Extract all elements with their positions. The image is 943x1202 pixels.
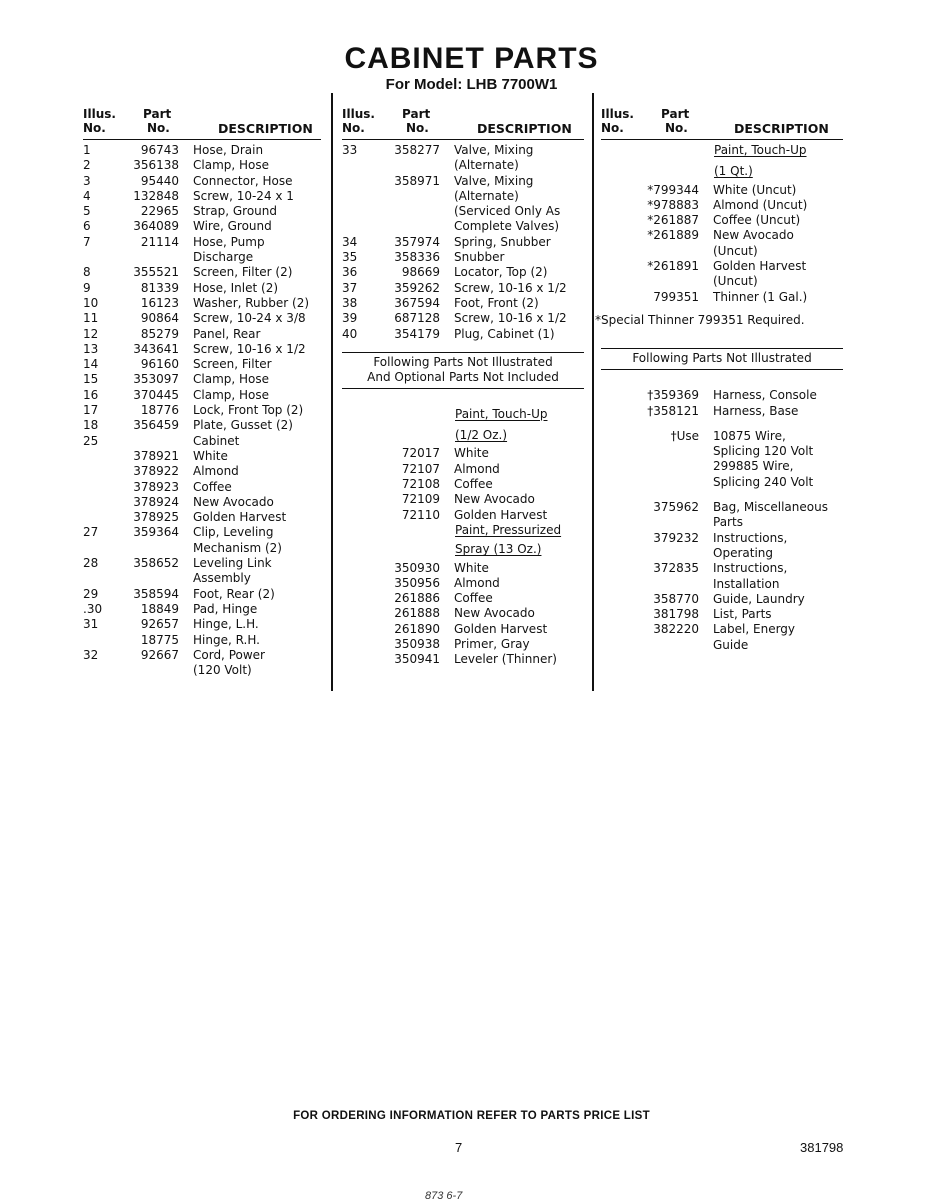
header-part-no: No. <box>147 121 170 135</box>
illus-number: 5 <box>83 204 91 219</box>
illus-number: 32 <box>83 647 99 662</box>
page-number: 7 <box>455 1140 463 1155</box>
illus-number: 9 <box>83 280 91 295</box>
parts-table-2 <box>342 143 584 342</box>
table-row <box>83 403 321 418</box>
part-number: 378922 <box>133 464 179 479</box>
illus-number: 16 <box>83 387 99 402</box>
part-number: 687128 <box>394 311 440 326</box>
part-number: 16123 <box>140 295 179 310</box>
part-number: 72107 <box>401 461 440 476</box>
table-row <box>601 607 843 622</box>
header-part-no: No. <box>665 121 688 135</box>
illus-number: 1 <box>83 143 91 157</box>
table-row <box>83 357 321 372</box>
part-description: Connector, Hose <box>193 173 293 188</box>
illus-number: 28 <box>83 556 99 571</box>
touchup-heading: Paint, Touch-Up (1/2 Oz.) <box>455 406 548 443</box>
illus-number: 33 <box>342 143 358 157</box>
table-row <box>342 508 584 523</box>
part-description: Instructions, Operating <box>713 530 788 560</box>
part-number: †359369 <box>647 388 699 403</box>
part-number: 370445 <box>133 387 179 402</box>
part-description: Clamp, Hose <box>193 387 270 402</box>
part-description: Pad, Hinge <box>193 601 258 616</box>
part-description: 10875 Wire, Splicing 120 Volt 299885 Wire, Splicing 240 Volt <box>713 428 814 489</box>
column-header <box>83 107 321 139</box>
table-row <box>342 477 584 492</box>
column-divider-2 <box>592 93 594 691</box>
table-row <box>83 648 321 679</box>
part-description: Locator, Top (2) <box>454 265 548 280</box>
table-row <box>83 434 321 449</box>
pressurized-spray-list <box>342 561 584 668</box>
part-description: Harness, Base <box>713 403 799 418</box>
part-description: White <box>454 446 489 461</box>
part-description: Panel, Rear <box>193 326 261 341</box>
handwritten-mark: 873 6-7 <box>425 1190 463 1202</box>
table-row <box>601 228 843 259</box>
table-row <box>342 327 584 342</box>
part-number: 358971 <box>394 173 440 188</box>
part-number: 90864 <box>140 311 179 326</box>
part-number: 350938 <box>394 637 440 652</box>
table-row <box>342 174 584 235</box>
illus-number: 18 <box>83 418 99 433</box>
part-description: Foot, Front (2) <box>454 295 539 310</box>
part-number: 18775 <box>140 632 179 647</box>
part-description: Plug, Cabinet (1) <box>454 326 555 341</box>
parts-table-1 <box>83 143 321 678</box>
table-row <box>83 617 321 632</box>
header-illus-no: No. <box>83 121 106 135</box>
part-number: 372835 <box>653 561 699 576</box>
touchup-qt-list <box>601 183 843 305</box>
part-number: 261890 <box>394 621 440 636</box>
part-number: 21114 <box>140 234 179 249</box>
illus-number: 7 <box>83 234 91 249</box>
part-number: 261888 <box>394 606 440 621</box>
table-row <box>83 602 321 617</box>
part-number: 378923 <box>133 479 179 494</box>
header-illus: Illus. <box>601 107 634 121</box>
illus-number: 8 <box>83 265 91 280</box>
part-description: Screw, 10-24 x 3/8 <box>193 311 306 326</box>
part-number: 799351 <box>653 289 699 304</box>
part-number: 261886 <box>394 591 440 606</box>
part-number: 358336 <box>394 250 440 265</box>
part-description: Spring, Snubber <box>454 234 551 249</box>
illus-number: 38 <box>342 295 358 310</box>
table-row <box>83 235 321 266</box>
parts-column-3 <box>595 107 843 653</box>
table-row <box>342 265 584 280</box>
header-part: Part <box>402 107 431 121</box>
table-row <box>342 622 584 637</box>
part-number: 378925 <box>133 510 179 525</box>
model-subtitle: For Model: LHB 7700W1 <box>385 76 558 93</box>
part-number: 382220 <box>653 622 699 637</box>
part-number: 353097 <box>133 372 179 387</box>
spray-heading: Paint, Pressurized Spray (13 Oz.) <box>455 522 562 557</box>
part-number: *261889 <box>647 228 699 243</box>
part-description: New Avocado <box>454 606 535 621</box>
part-number: 72108 <box>401 477 440 492</box>
header-illus: Illus. <box>83 107 116 121</box>
table-row <box>83 556 321 587</box>
part-number: 350941 <box>394 652 440 667</box>
part-description: Screw, 10-24 x 1 <box>193 188 294 203</box>
part-number: 350930 <box>394 560 440 575</box>
special-thinner-note: *Special Thinner 799351 Required. <box>595 312 805 327</box>
part-description: Golden Harvest (Uncut) <box>713 259 807 289</box>
table-row <box>342 561 584 576</box>
part-description: Cabinet <box>193 433 240 448</box>
header-rule <box>83 139 321 140</box>
parts-column-2 <box>342 107 584 668</box>
column-header <box>601 107 843 139</box>
part-description: Hose, Inlet (2) <box>193 280 279 295</box>
table-row <box>83 633 321 648</box>
part-number: 358277 <box>394 143 440 157</box>
part-description: Cord, Power (120 Volt) <box>193 647 265 678</box>
table-row <box>342 462 584 477</box>
part-description: Primer, Gray <box>454 637 530 652</box>
harness-list <box>601 388 843 419</box>
table-row <box>83 449 321 464</box>
part-number: 92667 <box>140 647 179 662</box>
part-number: 96743 <box>140 143 179 157</box>
table-row <box>83 587 321 602</box>
illus-number: 39 <box>342 311 358 326</box>
illus-number: 31 <box>83 617 99 632</box>
document-number: 381798 <box>800 1140 844 1155</box>
part-description: New Avocado (Uncut) <box>713 228 794 258</box>
illus-number: 37 <box>342 280 358 295</box>
header-part: Part <box>143 107 172 121</box>
table-row <box>601 290 843 305</box>
part-description: Almond <box>454 461 500 476</box>
splice-use-note <box>601 429 843 490</box>
part-number: 22965 <box>140 204 179 219</box>
table-row <box>83 464 321 479</box>
part-description: Almond <box>193 464 239 479</box>
illus-number: 14 <box>83 357 99 372</box>
illus-number: 29 <box>83 586 99 601</box>
table-row <box>601 259 843 290</box>
illus-number: 25 <box>83 433 99 448</box>
part-number: 81339 <box>140 280 179 295</box>
header-description: DESCRIPTION <box>734 121 829 136</box>
part-description: Golden Harvest <box>454 507 548 522</box>
table-row <box>83 143 321 158</box>
table-row <box>601 622 843 653</box>
part-description: New Avocado <box>193 494 274 509</box>
table-row <box>83 510 321 525</box>
illus-number: 12 <box>83 326 99 341</box>
illus-number: 3 <box>83 173 91 188</box>
part-number: 350956 <box>394 575 440 590</box>
part-number: *261887 <box>647 213 699 228</box>
misc-parts-list <box>601 500 843 653</box>
part-description: Coffee <box>193 479 232 494</box>
table-row <box>342 606 584 621</box>
table-row <box>342 492 584 507</box>
part-description: Valve, Mixing (Alternate) (Serviced Only As Complete Valves) <box>454 173 561 234</box>
column-header <box>342 107 584 139</box>
part-description: Hose, Pump Discharge <box>193 234 265 265</box>
table-row <box>342 637 584 652</box>
table-row <box>83 265 321 280</box>
part-description: Harness, Console <box>713 388 817 403</box>
part-number: 95440 <box>140 173 179 188</box>
part-description: Golden Harvest <box>193 510 287 525</box>
part-description: Almond <box>454 575 500 590</box>
part-number: 96160 <box>140 357 179 372</box>
part-description: Plate, Gusset (2) <box>193 418 293 433</box>
part-number: 72110 <box>401 507 440 522</box>
table-row <box>342 591 584 606</box>
table-row <box>601 500 843 531</box>
part-description: Thinner (1 Gal.) <box>713 289 808 304</box>
illus-number: 13 <box>83 341 99 356</box>
part-number: †Use <box>670 428 699 443</box>
part-description: Screen, Filter <box>193 357 272 372</box>
part-description: Clamp, Hose <box>193 158 270 173</box>
part-number: 18776 <box>140 403 179 418</box>
part-number: 343641 <box>133 341 179 356</box>
table-row <box>83 174 321 189</box>
part-description: White <box>454 560 489 575</box>
part-number: †358121 <box>647 403 699 418</box>
table-row <box>83 388 321 403</box>
table-row <box>83 204 321 219</box>
header-part-no: No. <box>406 121 429 135</box>
illus-number: 27 <box>83 525 99 540</box>
header-illus-no: No. <box>342 121 365 135</box>
part-number: 72109 <box>401 492 440 507</box>
header-description: DESCRIPTION <box>218 121 313 136</box>
part-description: Hose, Drain <box>193 143 264 157</box>
table-row <box>342 652 584 667</box>
part-description: Foot, Rear (2) <box>193 586 275 601</box>
illus-number: 40 <box>342 326 358 341</box>
part-description: Snubber <box>454 250 505 265</box>
table-row <box>83 342 321 357</box>
ordering-note: FOR ORDERING INFORMATION REFER TO PARTS PRICE LIST <box>293 1110 650 1122</box>
header-rule <box>601 139 843 140</box>
table-row <box>83 480 321 495</box>
part-number: 355521 <box>133 265 179 280</box>
part-description: Bag, Miscellaneous Parts <box>713 500 828 530</box>
table-row <box>342 235 584 250</box>
illus-number: 4 <box>83 188 91 203</box>
part-description: Almond (Uncut) <box>713 197 808 212</box>
part-description: Screw, 10-16 x 1/2 <box>454 280 567 295</box>
part-number: 379232 <box>653 530 699 545</box>
part-number: 364089 <box>133 219 179 234</box>
table-row <box>601 429 843 490</box>
column-divider-1 <box>331 93 333 691</box>
part-description: Screen, Filter (2) <box>193 265 293 280</box>
table-row <box>601 183 843 198</box>
part-description: Label, Energy Guide <box>713 622 796 652</box>
illus-number: 36 <box>342 265 358 280</box>
part-description: Leveler (Thinner) <box>454 652 557 667</box>
table-row <box>83 327 321 342</box>
part-number: 354179 <box>394 326 440 341</box>
touchup-half-oz-list <box>342 446 584 522</box>
illus-number: .30 <box>83 601 103 616</box>
illus-number: 10 <box>83 295 99 310</box>
part-number: *261891 <box>647 259 699 274</box>
touchup-qt-heading: Paint, Touch-Up (1 Qt.) <box>714 143 807 179</box>
part-description: Instructions, Installation <box>713 561 788 591</box>
header-rule <box>342 139 584 140</box>
illus-number: 17 <box>83 403 99 418</box>
part-description: Lock, Front Top (2) <box>193 403 304 418</box>
part-number: 356138 <box>133 158 179 173</box>
page-title: CABINET PARTS <box>344 42 599 75</box>
part-number: *978883 <box>647 197 699 212</box>
part-description: Washer, Rubber (2) <box>193 295 310 310</box>
part-description: Screw, 10-16 x 1/2 <box>454 311 567 326</box>
part-number: 359364 <box>133 525 179 540</box>
table-row <box>342 446 584 461</box>
part-description: List, Parts <box>713 607 772 622</box>
table-row <box>83 189 321 204</box>
part-number: 381798 <box>653 607 699 622</box>
part-number: 356459 <box>133 418 179 433</box>
part-description: Valve, Mixing (Alternate) <box>454 143 534 173</box>
table-row <box>342 296 584 311</box>
table-row <box>83 372 321 387</box>
table-row <box>601 531 843 562</box>
part-description: Coffee <box>454 591 493 606</box>
table-row <box>601 198 843 213</box>
table-row <box>342 281 584 296</box>
not-illustrated-heading: Following Parts Not Illustrated And Optional Parts Not Included <box>342 352 584 389</box>
illus-number: 2 <box>83 158 91 173</box>
table-row <box>601 388 843 403</box>
table-row <box>601 213 843 228</box>
part-number: 18849 <box>140 601 179 616</box>
table-row <box>83 296 321 311</box>
part-description: Golden Harvest <box>454 621 548 636</box>
part-description: Clip, Leveling Mechanism (2) <box>193 525 282 555</box>
part-number: 358594 <box>133 586 179 601</box>
header-illus: Illus. <box>342 107 375 121</box>
part-number: *799344 <box>647 182 699 197</box>
illus-number: 34 <box>342 234 358 249</box>
part-number: 359262 <box>394 280 440 295</box>
part-number: 358770 <box>653 591 699 606</box>
table-row <box>83 219 321 234</box>
table-row <box>601 592 843 607</box>
table-row <box>601 404 843 419</box>
header-illus-no: No. <box>601 121 624 135</box>
part-description: Clamp, Hose <box>193 372 270 387</box>
part-description: Hinge, L.H. <box>193 617 259 632</box>
part-number: 358652 <box>133 556 179 571</box>
part-description: Guide, Laundry <box>713 591 805 606</box>
illus-number: 35 <box>342 250 358 265</box>
table-row <box>601 561 843 592</box>
part-number: 378924 <box>133 494 179 509</box>
table-row <box>83 311 321 326</box>
part-description: Coffee (Uncut) <box>713 213 801 228</box>
part-description: White <box>193 448 228 463</box>
part-number: 367594 <box>394 295 440 310</box>
part-number: 357974 <box>394 234 440 249</box>
illus-number: 15 <box>83 372 99 387</box>
table-row <box>83 281 321 296</box>
part-number: 98669 <box>401 265 440 280</box>
part-number: 378921 <box>133 448 179 463</box>
not-illustrated-heading: Following Parts Not Illustrated <box>601 348 843 370</box>
table-row <box>83 158 321 173</box>
table-row <box>342 250 584 265</box>
part-description: Wire, Ground <box>193 219 272 234</box>
part-description: Coffee <box>454 477 493 492</box>
header-description: DESCRIPTION <box>477 121 572 136</box>
table-row <box>342 311 584 326</box>
part-number: 132848 <box>133 188 179 203</box>
illus-number: 6 <box>83 219 91 234</box>
parts-column-1 <box>83 107 321 678</box>
part-description: Leveling Link Assembly <box>193 556 272 586</box>
part-number: 375962 <box>653 500 699 515</box>
header-part: Part <box>661 107 690 121</box>
part-number: 92657 <box>140 617 179 632</box>
illus-number: 11 <box>83 311 99 326</box>
table-row <box>83 495 321 510</box>
part-description: Strap, Ground <box>193 204 277 219</box>
part-number: 72017 <box>401 446 440 461</box>
part-description: Screw, 10-16 x 1/2 <box>193 341 306 356</box>
table-row <box>83 525 321 556</box>
part-number: 85279 <box>140 326 179 341</box>
part-description: Hinge, R.H. <box>193 632 260 647</box>
part-description: White (Uncut) <box>713 182 797 197</box>
table-row <box>342 143 584 174</box>
table-row <box>342 576 584 591</box>
table-row <box>83 418 321 433</box>
part-description: New Avocado <box>454 492 535 507</box>
